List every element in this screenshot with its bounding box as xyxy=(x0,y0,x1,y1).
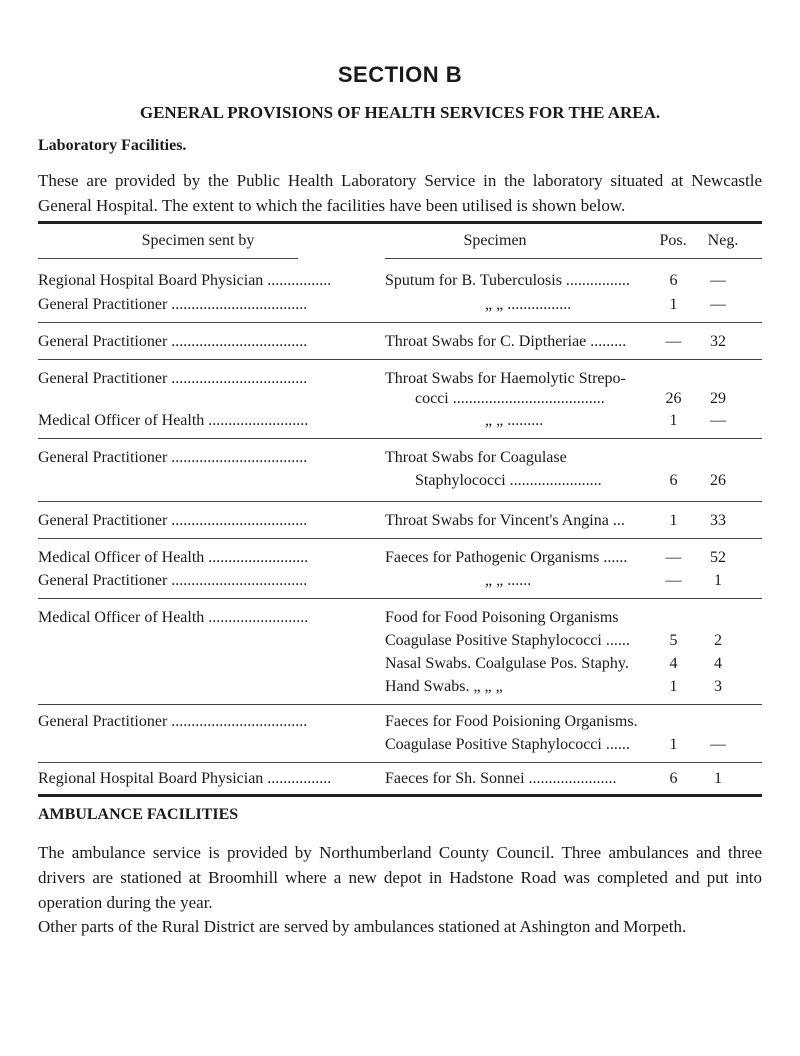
row-specimen: „ „ ...... xyxy=(485,572,532,589)
main-heading: GENERAL PROVISIONS OF HEALTH SERVICES FOR THE AREA. xyxy=(139,103,661,122)
group-rule xyxy=(38,359,762,360)
row-sent-by: General Practitioner .................................. xyxy=(38,572,308,589)
row-pos: 6 xyxy=(669,272,678,289)
row-specimen: „ „ ......... xyxy=(485,412,544,429)
row-specimen: Food for Food Poisoning Organisms xyxy=(385,609,619,626)
row-sent-by: Regional Hospital Board Physician ................ xyxy=(38,272,332,289)
row-sent-by: Regional Hospital Board Physician ................ xyxy=(38,770,332,787)
row-sent-by: General Practitioner .................................. xyxy=(38,296,308,313)
row-pos: — xyxy=(665,572,682,589)
row-sent-by: Medical Officer of Health ......................... xyxy=(38,609,309,626)
header-pos: Pos. xyxy=(659,232,687,249)
row-pos: 6 xyxy=(669,472,678,489)
row-specimen: Staphylococci ....................... xyxy=(415,472,602,489)
group-rule xyxy=(38,501,762,502)
group-rule xyxy=(38,704,762,705)
row-specimen: Sputum for B. Tuberculosis ................ xyxy=(385,272,630,289)
row-sent-by: General Practitioner .................................. xyxy=(38,713,308,730)
row-specimen: Faeces for Pathogenic Organisms ...... xyxy=(385,549,628,566)
row-neg: 52 xyxy=(710,549,726,566)
laboratory-heading: Laboratory Facilities. xyxy=(38,137,187,154)
ambulance-paragraph-2: Other parts of the Rural District are served by ambulances stationed at Ashington and Morpeth. xyxy=(38,917,687,936)
row-specimen: Throat Swabs for Coagulase xyxy=(385,449,567,466)
group-rule xyxy=(38,438,762,439)
row-specimen: Throat Swabs for Vincent's Angina ... xyxy=(385,512,625,529)
row-pos: 1 xyxy=(669,412,678,429)
header-sent-by: Specimen sent by xyxy=(141,232,255,249)
row-pos: 1 xyxy=(669,678,678,695)
table-top-rule xyxy=(38,221,762,224)
group-rule xyxy=(38,538,762,539)
row-pos: 1 xyxy=(669,736,678,753)
group-rule xyxy=(38,322,762,323)
row-pos: 6 xyxy=(669,770,678,787)
row-sent-by: General Practitioner .................................. xyxy=(38,512,308,529)
row-neg: 1 xyxy=(714,572,722,589)
row-neg: 4 xyxy=(714,655,722,672)
row-neg: 33 xyxy=(710,512,726,529)
row-specimen: cocci ...................................... xyxy=(415,390,605,407)
row-sent-by: General Practitioner .................................. xyxy=(38,370,308,387)
group-rule xyxy=(38,598,762,599)
row-sent-by: General Practitioner .................................. xyxy=(38,333,308,350)
row-neg: — xyxy=(710,296,726,313)
row-specimen: Hand Swabs. „ „ „ xyxy=(385,678,503,695)
row-neg: — xyxy=(710,736,726,753)
row-pos: 4 xyxy=(669,655,678,672)
row-specimen: Throat Swabs for C. Diptheriae ......... xyxy=(385,333,627,350)
row-pos: 1 xyxy=(669,512,678,529)
row-specimen: Coagulase Positive Staphylococci ...... xyxy=(385,632,630,649)
group-rule xyxy=(38,762,762,763)
row-neg: 32 xyxy=(710,333,726,350)
row-pos: — xyxy=(665,333,682,350)
intro-paragraph: These are provided by the Public Health Laboratory Service in the laboratory situated at Newcastle General Hospital. The extent to which the facilities have been utilised is shown below. xyxy=(38,171,762,215)
row-neg: — xyxy=(710,412,726,429)
row-neg: 3 xyxy=(714,678,722,695)
table-bottom-rule xyxy=(38,794,762,797)
row-pos: 5 xyxy=(669,632,678,649)
row-neg: 2 xyxy=(714,632,722,649)
section-title: SECTION B xyxy=(337,62,463,87)
row-neg: 29 xyxy=(710,390,726,407)
row-sent-by: Medical Officer of Health ......................... xyxy=(38,549,309,566)
row-neg: — xyxy=(710,272,726,289)
row-pos: 1 xyxy=(669,296,678,313)
header-rule xyxy=(38,258,298,259)
row-specimen: „ „ ................ xyxy=(485,296,572,313)
row-pos: 26 xyxy=(665,390,682,407)
row-specimen: Faeces for Food Poisioning Organisms. xyxy=(385,713,638,730)
header-rule xyxy=(385,258,762,259)
row-sent-by: General Practitioner .................................. xyxy=(38,449,308,466)
row-specimen: Coagulase Positive Staphylococci ...... xyxy=(385,736,630,753)
row-sent-by: Medical Officer of Health ......................... xyxy=(38,412,309,429)
ambulance-paragraph-1: The ambulance service is provided by Northumberland County Council. Three ambulances and three drivers are stationed at Broomhill where a new depot in Hadstone Road was completed and put into operation during the year. xyxy=(38,843,762,912)
row-neg: 1 xyxy=(714,770,722,787)
header-neg: Neg. xyxy=(707,232,739,249)
row-specimen: Throat Swabs for Haemolytic Strepo- xyxy=(385,370,626,387)
row-neg: 26 xyxy=(710,472,726,489)
ambulance-heading: AMBULANCE FACILITIES xyxy=(38,806,239,823)
header-specimen: Specimen xyxy=(463,232,527,249)
row-specimen: Faeces for Sh. Sonnei ...................... xyxy=(385,770,617,787)
row-pos: — xyxy=(665,549,682,566)
row-specimen: Nasal Swabs. Coalgulase Pos. Staphy. xyxy=(385,655,629,672)
